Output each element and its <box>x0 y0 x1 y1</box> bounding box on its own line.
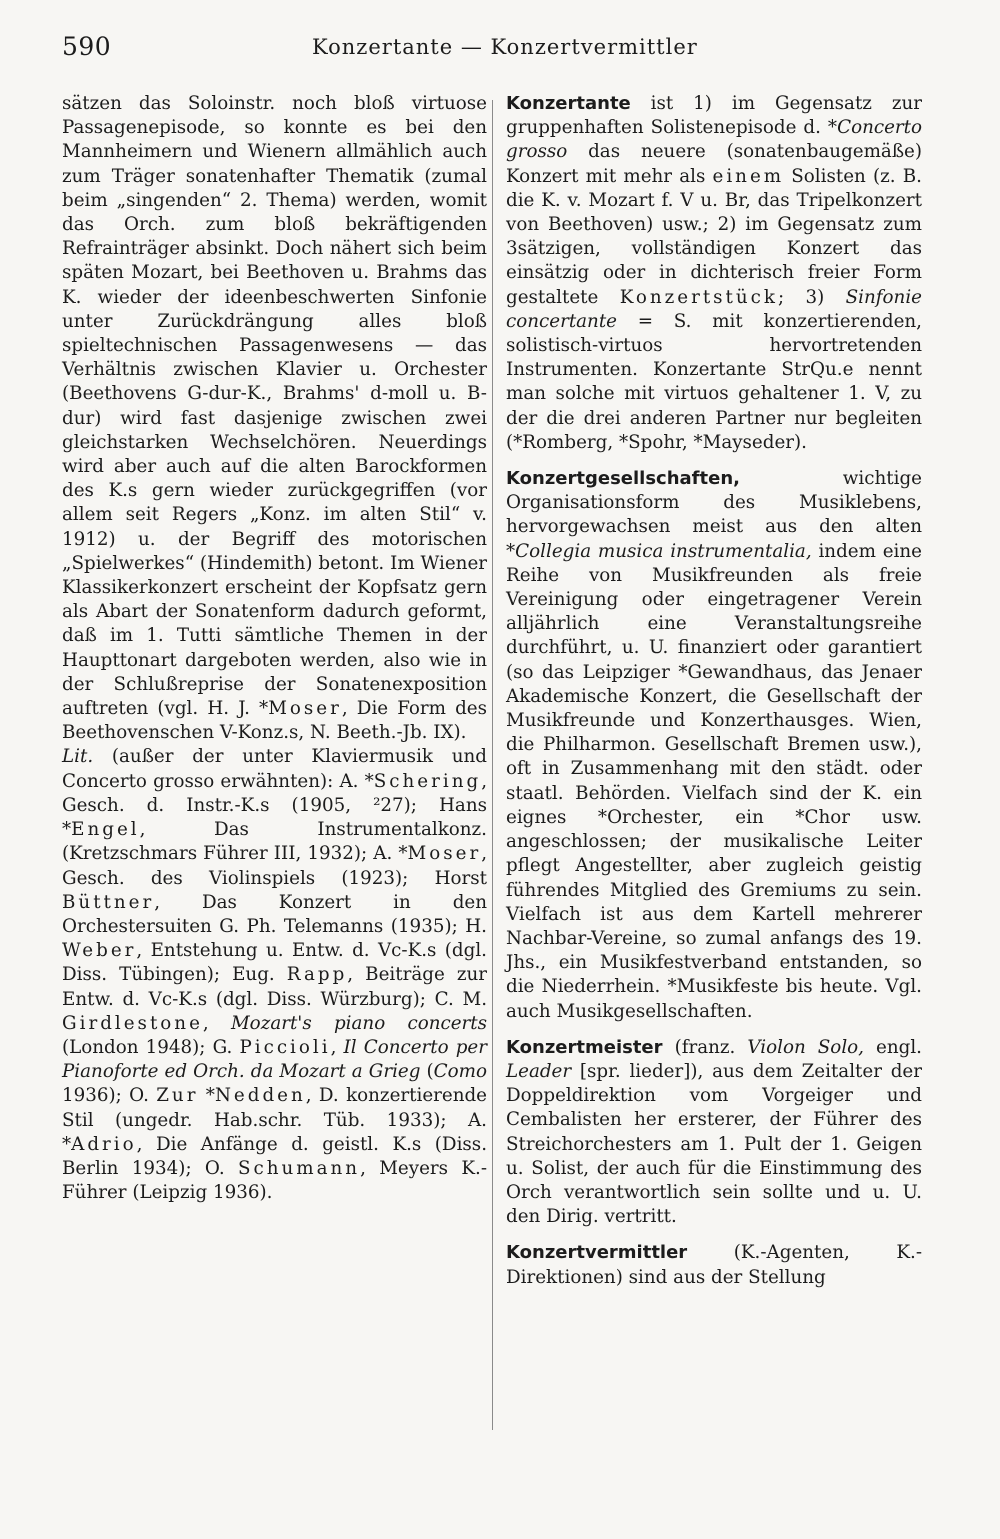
author-nedden: Nedden <box>214 1085 306 1107</box>
entry-text: = S. mit konzertierenden, solistisch-virtuos hervortretenden Instrumenten. Konzertante StrQu.e nennt man solche mit virtuos gehaltener 1. V, zu der die drei anderen Partner nur begleiten (*Romberg, *Spohr, *Mayseder). <box>506 310 922 453</box>
column-divider <box>492 100 493 1430</box>
left-column <box>62 92 487 1205</box>
spaced-einem: einem <box>712 165 785 187</box>
lit-text: , Meyers K.-Führer (Leipzig 1936). <box>62 1157 487 1204</box>
lit-text: (London 1948); G. <box>62 1036 240 1058</box>
entry-konzertmeister <box>506 1036 922 1230</box>
lit-text: * <box>198 1085 215 1107</box>
title-piccioli: Il Concerto per Pianoforte ed Orch. da Mozart a Grieg <box>62 1036 487 1083</box>
entry-text: ; 3) <box>778 286 846 308</box>
lit-text: , Die Anfänge d. geistl. K.s (Diss. Berlin 1934); O. <box>62 1133 487 1179</box>
spaced-konzertstueck: Konzertstück <box>619 286 778 308</box>
lit-text: ( <box>420 1061 434 1083</box>
entry-text: Solisten (z. B. die K. v. Mozart f. V u. Br, das Tripelkonzert von Beethoven) usw.; 2) im Gegensatz zum 3sätzigen, vollständigen Konzert das einsätzig oder in dichterisch freier Form gestaltete <box>506 165 922 308</box>
term-violon-solo: Violon Solo, <box>747 1036 864 1058</box>
entry-text: ist 1) im Gegensatz zur gruppenhaften Solistenepisode d. * <box>506 93 922 139</box>
lit-text: , Beiträge zur Entw. d. Vc-K.s (dgl. Diss. Würzburg); C. M. <box>62 964 487 1010</box>
lit-label: Lit. <box>62 746 94 768</box>
author-moser-2: Moser <box>407 843 482 865</box>
entry-text: indem eine Reihe von Musikfreunden als freie Vereinigung oder eingetragener Verein alljährlich eine Veranstaltungsreihe durchführt, u. U. finanziert oder garantiert (so das Leipziger *Gewandhaus, das Jenaer Akademische Konzert, die Gesellschaft der Musikfreunde und Konzerthausges. Wien, die Philharmon. Gesellschaft Bremen usw.), oft in Zusammenhang mit den städt. oder staatl. Behörden. Vielfach sind der K. ein eignes *Orchester, ein *Chor usw. angeschlossen; der musikalische Leiter pflegt Angestellter, aber zugleich geistig führendes Mitglied des Gremiums zu sein. Vielfach ist aus dem Kartell mehrerer Nachbar-Vereine, so zumal anfangs des 19. Jhs., ein Musikfestverband entstanden, so die Niederrhein. *Musikfeste bis heute. Vgl. auch Musikgesellschaften. <box>506 540 922 1022</box>
headword-konzertgesellschaften: Konzertgesellschaften, <box>506 468 740 490</box>
ref-collegia-musica: Collegia musica instrumentalia, <box>515 540 812 562</box>
entry-text: engl. <box>863 1036 922 1058</box>
lit-text: , Das Konzert in den Orchestersuiten G. Ph. Telemanns (1935); H. <box>62 891 487 937</box>
author-piccioli: Piccioli <box>239 1036 331 1058</box>
lit-text: , <box>330 1036 344 1058</box>
konzert-continuation-paragraph <box>62 92 487 745</box>
entry-text: (franz. <box>662 1036 748 1058</box>
headword-konzertvermittler: Konzertvermittler <box>506 1242 688 1264</box>
page-number: 590 <box>62 32 112 61</box>
title-girdlestone: Mozart's piano concerts <box>230 1012 487 1034</box>
lit-text: , Das Instrumentalkonz. (Kretzschmars Führer III, 1932); A. * <box>62 819 487 865</box>
literature-paragraph <box>62 745 487 1205</box>
lit-text: , <box>202 1012 231 1034</box>
lit-text: , Entstehung u. Entw. d. Vc-K.s (dgl. Diss. Tübingen); Eug. <box>62 940 487 986</box>
author-weber: Weber <box>62 940 137 962</box>
author-engel: Engel <box>71 819 140 841</box>
lit-text: , Gesch. des Violinspiels (1923); Horst <box>62 843 487 889</box>
entry-text: [spr. lieder]), aus dem Zeitalter der Doppeldirektion vom Vorgeiger und Cembalisten her ersterer, der Führer des Streichorchesters am 1. Pult der 1. Geigen u. Solist, der auch für die Einstimmung des Orch verantwortlich sein sollte und u. U. den Dirig. vertritt. <box>506 1060 922 1228</box>
lit-text: , Gesch. d. Instr.-K.s (1905, ²27); Hans * <box>62 770 487 841</box>
author-moser: Moser <box>268 698 342 720</box>
running-head: Konzertante — Konzertvermittler <box>312 35 698 59</box>
entry-text: wichtige Organisationsform des Musiklebens, hervorgewachsen meist aus den alten * <box>506 468 922 562</box>
entry-konzertgesellschaften <box>506 467 922 1024</box>
author-schumann: Schumann <box>237 1157 361 1179</box>
entry-konzertvermittler <box>506 1241 922 1289</box>
term-leader: Leader <box>506 1060 572 1082</box>
term-sinfonie-concertante: Sinfonie concertante <box>506 286 922 332</box>
entry-text: (K.-Agenten, K.-Direktionen) sind aus der Stellung <box>506 1242 922 1288</box>
lit-text: (außer der unter Klaviermusik und Concerto grosso erwähnten): A. * <box>62 746 487 792</box>
lit-text: 1936); O. <box>62 1085 157 1107</box>
lit-text: , D. konzertierende Stil (ungedr. Hab.schr. Tüb. 1933); A. * <box>62 1085 487 1155</box>
author-schering: Schering <box>373 770 482 792</box>
ref-concerto-grosso: Concerto grosso <box>506 117 922 163</box>
author-adrio: Adrio <box>71 1133 137 1155</box>
author-girdlestone: Girdlestone <box>62 1012 203 1034</box>
place-como: Como <box>433 1061 487 1083</box>
page-header <box>62 32 950 66</box>
right-column <box>506 92 922 1302</box>
headword-konzertante: Konzertante <box>506 93 631 114</box>
entry-konzertante <box>506 92 922 455</box>
author-buettner: Büttner <box>62 891 155 913</box>
headword-konzertmeister: Konzertmeister <box>506 1036 663 1058</box>
author-zur: Zur <box>156 1085 199 1107</box>
continuation-tail: , Die Form des Beethovenschen V-Konz.s, N. Beeth.-Jb. IX). <box>62 698 488 744</box>
entry-text: das neuere (sonatenbaugemäße) Konzert mit mehr als <box>506 141 922 187</box>
continuation-text: sätzen das Soloinstr. noch bloß virtuose Passagenepisode, so konnte es bei den Mannheimern und Wienern allmählich auch zum Träger sonatenhafter Thematik (zumal beim „singenden“ 2. Thema) werden, womit das Orch. zum bloß bekräftigenden Refrainträger absinkt. Doch nähert sich beim späten Mozart, bei Beethoven u. Brahms das K. wieder der ideenbeschwerten Sinfonie unter Zurückdrängung alles bloß spieltechnischen Passagenwesens — das Verhältnis zwischen Klavier u. Orchester (Beethovens G-dur-K., Brahms' d-moll u. B-dur) wird fast dasjenige zwischen zwei gleichstarken Wechselchören. Neuerdings wird aber auch auf die alten Barockformen des K.s gern wieder zurückgegriffen (vor allem seit Regers „Konz. im alten Stil“ v. 1912) u. der Begriff des motorischen „Spielwerkes“ (Hindemith) betont. Im Wiener Klassikerkonzert erscheint der Kopfsatz gern als Abart der Sonatenform dadurch geformt, daß im 1. Tutti sämtliche Themen in der Haupttonart dargeboten werden, also wie in der Schlußreprise der Sonatenexposition auftreten (vgl. H. J. * <box>62 93 487 720</box>
author-rapp: Rapp <box>286 964 348 986</box>
